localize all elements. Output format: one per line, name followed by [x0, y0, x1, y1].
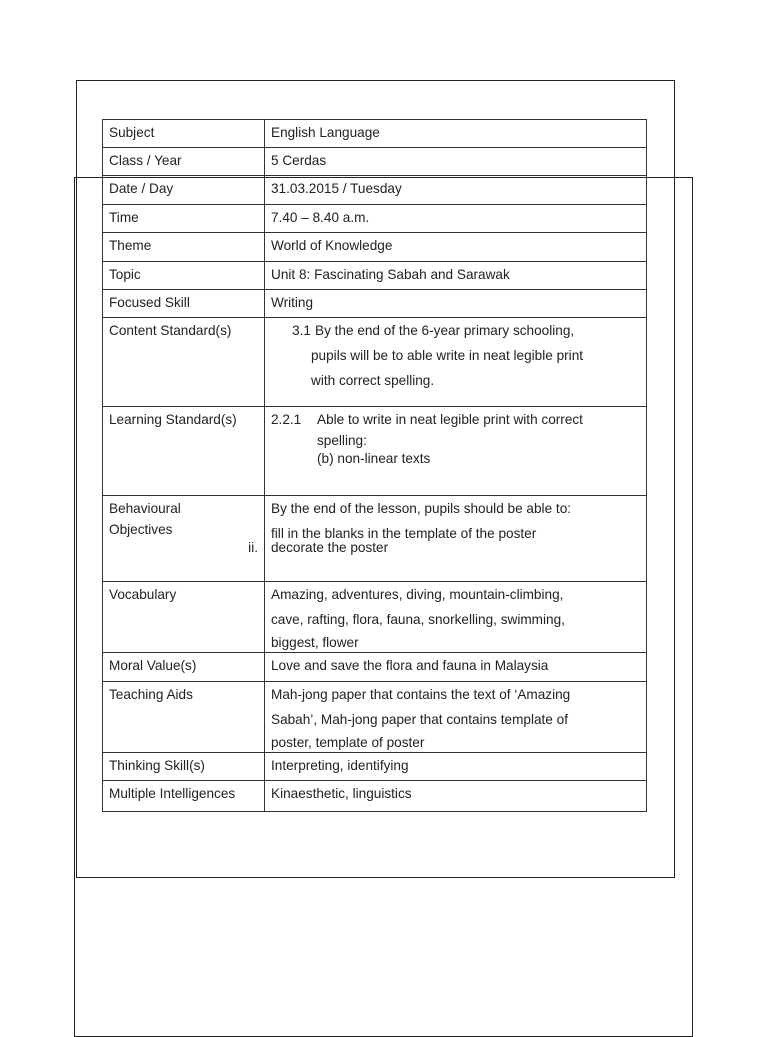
table-row-multiple-intelligences — [103, 781, 647, 812]
table-row-theme — [103, 233, 647, 262]
table-row-focused-skill — [103, 290, 647, 318]
vocabulary-cell — [265, 582, 647, 653]
row-value: Kinaesthetic, linguistics — [265, 781, 647, 812]
behavioural-objectives-label-cell — [103, 496, 265, 582]
row-label: Moral Value(s) — [103, 653, 265, 682]
row-label: Date / Day — [103, 176, 265, 205]
table-row-topic — [103, 262, 647, 290]
teaching-aids-line: Mah-jong paper that contains the text of ‘Amazing — [271, 687, 571, 702]
row-value: 7.40 – 8.40 a.m. — [265, 205, 647, 233]
behavioural-objectives-cell — [265, 496, 647, 582]
row-label: Objectives — [109, 522, 173, 537]
vocabulary-line: biggest, flower — [271, 635, 359, 650]
row-label: Multiple Intelligences — [103, 781, 265, 812]
row-value: 31.03.2015 / Tuesday — [265, 176, 647, 205]
row-value: English Language — [265, 120, 647, 148]
teaching-aids-line: poster, template of poster — [271, 735, 425, 750]
objective-item: decorate the poster — [271, 540, 389, 555]
row-label: Time — [103, 205, 265, 233]
row-value: Interpreting, identifying — [265, 753, 647, 781]
table-row-subject — [103, 120, 647, 148]
learning-standard-number: 2.2.1 — [271, 412, 302, 427]
vocabulary-line: Amazing, adventures, diving, mountain-climbing, — [271, 587, 564, 602]
learning-standard-cell — [265, 407, 647, 496]
table-row-teaching-aids — [103, 682, 647, 753]
row-value: Unit 8: Fascinating Sabah and Sarawak — [265, 262, 647, 290]
objective-numeral: ii. — [248, 540, 258, 555]
vocabulary-line: cave, rafting, flora, fauna, snorkelling, swimming, — [271, 612, 565, 627]
row-label: Thinking Skill(s) — [103, 753, 265, 781]
row-value: Writing — [265, 290, 647, 318]
table-row-thinking-skill — [103, 753, 647, 781]
table-row-behavioural-objectives — [103, 496, 647, 582]
table-row-time — [103, 205, 647, 233]
row-label: Subject — [103, 120, 265, 148]
row-label: Behavioural — [109, 501, 181, 516]
learning-standard-line: (b) non-linear texts — [317, 451, 431, 466]
table-row-vocabulary — [103, 582, 647, 653]
content-standard-line: By the end of the 6-year primary schooling, — [315, 323, 575, 338]
learning-standard-line: spelling: — [317, 433, 367, 448]
row-label: Topic — [103, 262, 265, 290]
learning-standard-line: Able to write in neat legible print with correct — [317, 412, 583, 427]
row-label: Class / Year — [103, 148, 265, 176]
lesson-plan-table — [102, 119, 647, 812]
table-row-date-day — [103, 176, 647, 205]
row-value: 5 Cerdas — [265, 148, 647, 176]
row-value: Love and save the flora and fauna in Malaysia — [265, 653, 647, 682]
teaching-aids-cell — [265, 682, 647, 753]
teaching-aids-line: Sabah’, Mah-jong paper that contains template of — [271, 712, 568, 727]
content-standard-cell — [265, 318, 647, 407]
objective-item: fill in the blanks in the template of the poster — [271, 526, 537, 541]
row-label: Teaching Aids — [103, 682, 265, 753]
objectives-intro: By the end of the lesson, pupils should be able to: — [271, 501, 572, 516]
table-row-content-standard — [103, 318, 647, 407]
row-label: Content Standard(s) — [103, 318, 265, 407]
content-standard-line: pupils will be to able write in neat legible print — [311, 348, 584, 363]
row-value: World of Knowledge — [265, 233, 647, 262]
table-row-learning-standard — [103, 407, 647, 496]
row-label: Learning Standard(s) — [103, 407, 265, 496]
row-label: Theme — [103, 233, 265, 262]
content-standard-number: 3.1 — [292, 323, 311, 338]
table-row-class-year — [103, 148, 647, 176]
content-standard-line: with correct spelling. — [311, 373, 435, 388]
table-row-moral-value — [103, 653, 647, 682]
row-label: Focused Skill — [103, 290, 265, 318]
row-label: Vocabulary — [103, 582, 265, 653]
